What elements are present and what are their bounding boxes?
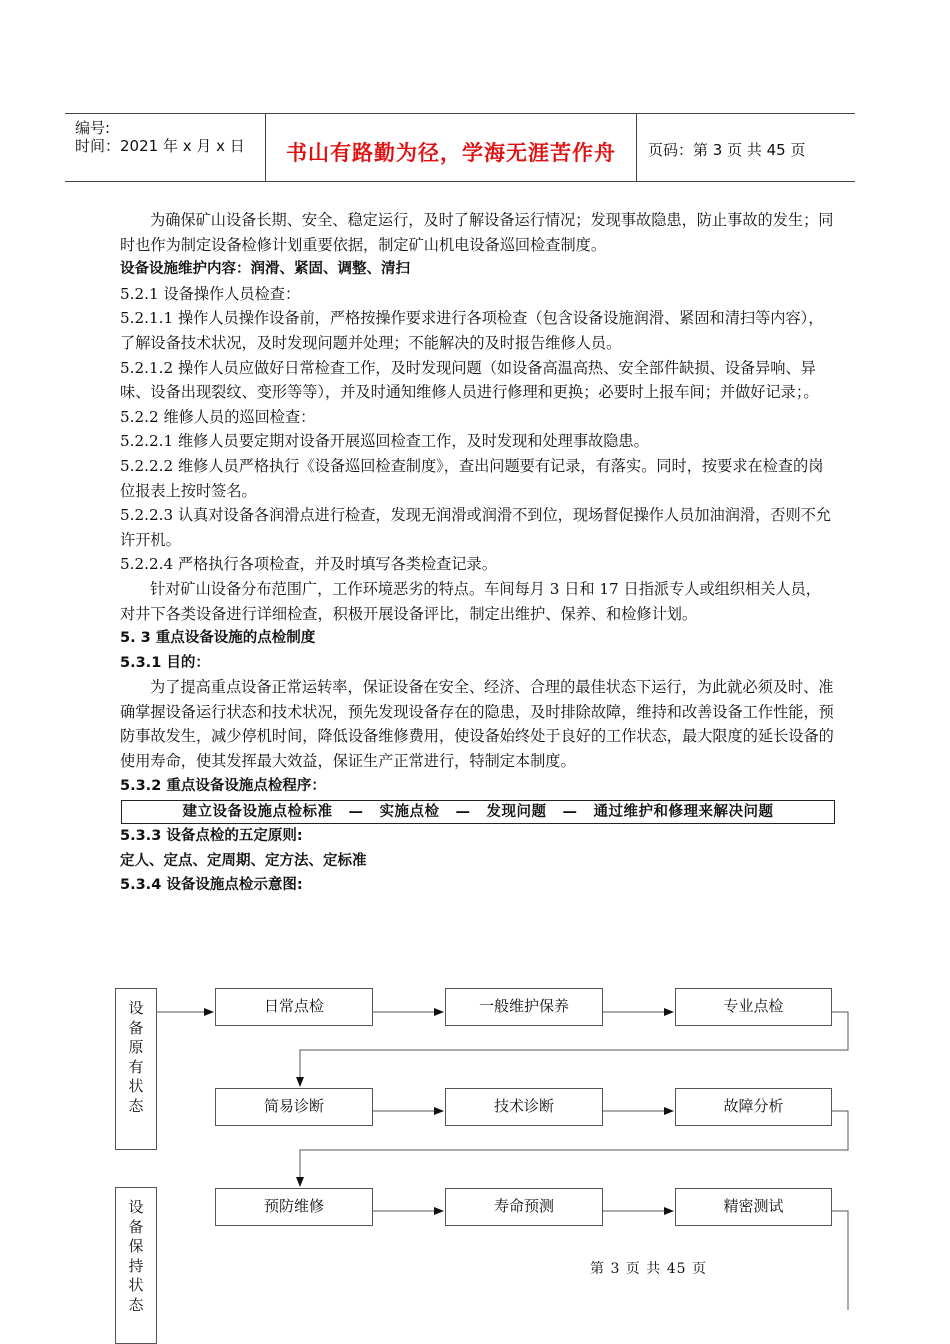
state-char: 态 <box>128 1096 144 1115</box>
state-char: 原 <box>128 1038 144 1056</box>
document-time: 时间：2021 年 x 月 x 日 <box>75 137 245 155</box>
paragraph: 5.2.1 设备操作人员检查： <box>120 284 301 303</box>
heading: 5. 3 重点设备设施的点检制度 <box>120 630 316 647</box>
state-char: 持 <box>128 1256 144 1275</box>
document-number-label: 编号: <box>75 119 111 137</box>
paragraph: 5.2.2.1 维修人员要定期对设备开展巡回检查工作，及时发现和处理事故隐患。 <box>120 432 649 451</box>
paragraph: 为确保矿山设备长期、安全、稳定运行，及时了解设备运行情况；发现事故隐患，防止事故的发生；同时也作为制定设备检修计划重要依据，制定矿山机电设备巡回检查制度。 <box>120 211 834 254</box>
paragraph: 5.2.2.2 维修人员严格执行《设备巡回检查制度》，查出问题要有记录，有落实。同时，按要求在检查的岗位报表上按时签名。 <box>120 456 824 500</box>
state-char: 备 <box>128 1018 144 1037</box>
maintained-state-box <box>115 1187 157 1344</box>
heading: 设备设施维护内容：润滑、紧固、调整、清扫 <box>120 261 410 278</box>
professional-inspection-node: 专业点检 <box>675 988 832 1026</box>
process-sep: — <box>455 804 471 821</box>
paragraph: 5.2.2 维修人员的巡回检查： <box>120 407 316 426</box>
paragraph: 5.2.2.4 严格执行各项检查，并及时填写各类检查记录。 <box>120 555 497 574</box>
state-char: 备 <box>128 1217 144 1236</box>
state-char: 设 <box>128 1198 144 1216</box>
heading: 定人、定点、定周期、定方法、定标准 <box>120 852 367 869</box>
process-step: 建立设备设施点检标准 <box>182 804 333 821</box>
state-char: 状 <box>128 1276 144 1294</box>
preventive-maintenance-node: 预防维修 <box>215 1188 373 1226</box>
original-state-box <box>115 988 157 1150</box>
process-sep: — <box>348 804 364 821</box>
process-step: 实施点检 <box>379 804 440 821</box>
daily-inspection-node: 日常点检 <box>215 988 373 1026</box>
state-char: 有 <box>128 1057 144 1076</box>
header-page-number: 页码：第 3 页 共 45 页 <box>648 141 806 159</box>
heading: 5.3.1 目的： <box>120 654 210 671</box>
technical-diagnosis-node: 技术诊断 <box>445 1088 603 1126</box>
state-char: 设 <box>128 999 144 1017</box>
process-sep: — <box>562 804 578 821</box>
paragraph: 为了提高重点设备正常运转率，保证设备在安全、经济、合理的最佳状态下运行，为此就必须及时、准确掌握设备运行状态和技术状况，预先发现设备存在的隐患，及时排除故障，维持和改善设备工作性能，预防事故发生，减少停机时间，降低设备维修费用，使设备始终处于良好的工作状态，最大限度的延长设备的使用寿命，使其发挥最大效益，保证生产正常进行，特制定本制度。 <box>120 678 834 771</box>
fault-analysis-node: 故障分析 <box>675 1088 832 1126</box>
heading: 5.3.2 重点设备设施点检程序： <box>120 777 326 794</box>
heading: 5.3.3 设备点检的五定原则: <box>120 828 303 845</box>
life-prediction-node: 寿命预测 <box>445 1188 603 1226</box>
header-motto: 书山有路勤为径，学海无涯苦作舟 <box>286 141 616 165</box>
precision-test-node: 精密测试 <box>675 1188 832 1226</box>
simple-diagnosis-node: 简易诊断 <box>215 1088 373 1126</box>
paragraph: 5.2.1.2 操作人员应做好日常检查工作，及时发现问题（如设备高温高热、安全部件缺损、设备异响、异味、设备出现裂纹、变形等等），并及时通知维修人员进行修理和更换；必要时上报车间；并做好记录；。 <box>120 358 819 402</box>
footer-page-number: 第 3 页 共 45 页 <box>590 1261 707 1277</box>
paragraph: 5.2.1.1 操作人员操作设备前，严格按操作要求进行各项检查（包含设备设施润滑、紧固和清扫等内容），了解设备技术状况，及时发现问题并处理；不能解决的及时报告维修人员。 <box>120 309 824 352</box>
paragraph: 针对矿山设备分布范围广，工作环境恶劣的特点。车间每月 3 日和 17 日指派专人或组织相关人员，对井下各类设备进行详细检查，积极开展设备评比，制定出维护、保养、和检修计划。 <box>120 579 821 623</box>
state-char: 状 <box>128 1077 144 1095</box>
state-char: 态 <box>128 1295 144 1314</box>
general-maintenance-node: 一般维护保养 <box>445 988 603 1026</box>
paragraph: 5.2.2.3 认真对设备各润滑点进行检查，发现无润滑或润滑不到位，现场督促操作人员加油润滑，否则不允许开机。 <box>120 506 832 549</box>
heading: 5.3.4 设备设施点检示意图: <box>120 877 303 894</box>
process-step: 发现问题 <box>486 804 547 821</box>
state-char: 保 <box>128 1237 144 1255</box>
process-step: 通过维护和修理来解决问题 <box>593 804 774 821</box>
